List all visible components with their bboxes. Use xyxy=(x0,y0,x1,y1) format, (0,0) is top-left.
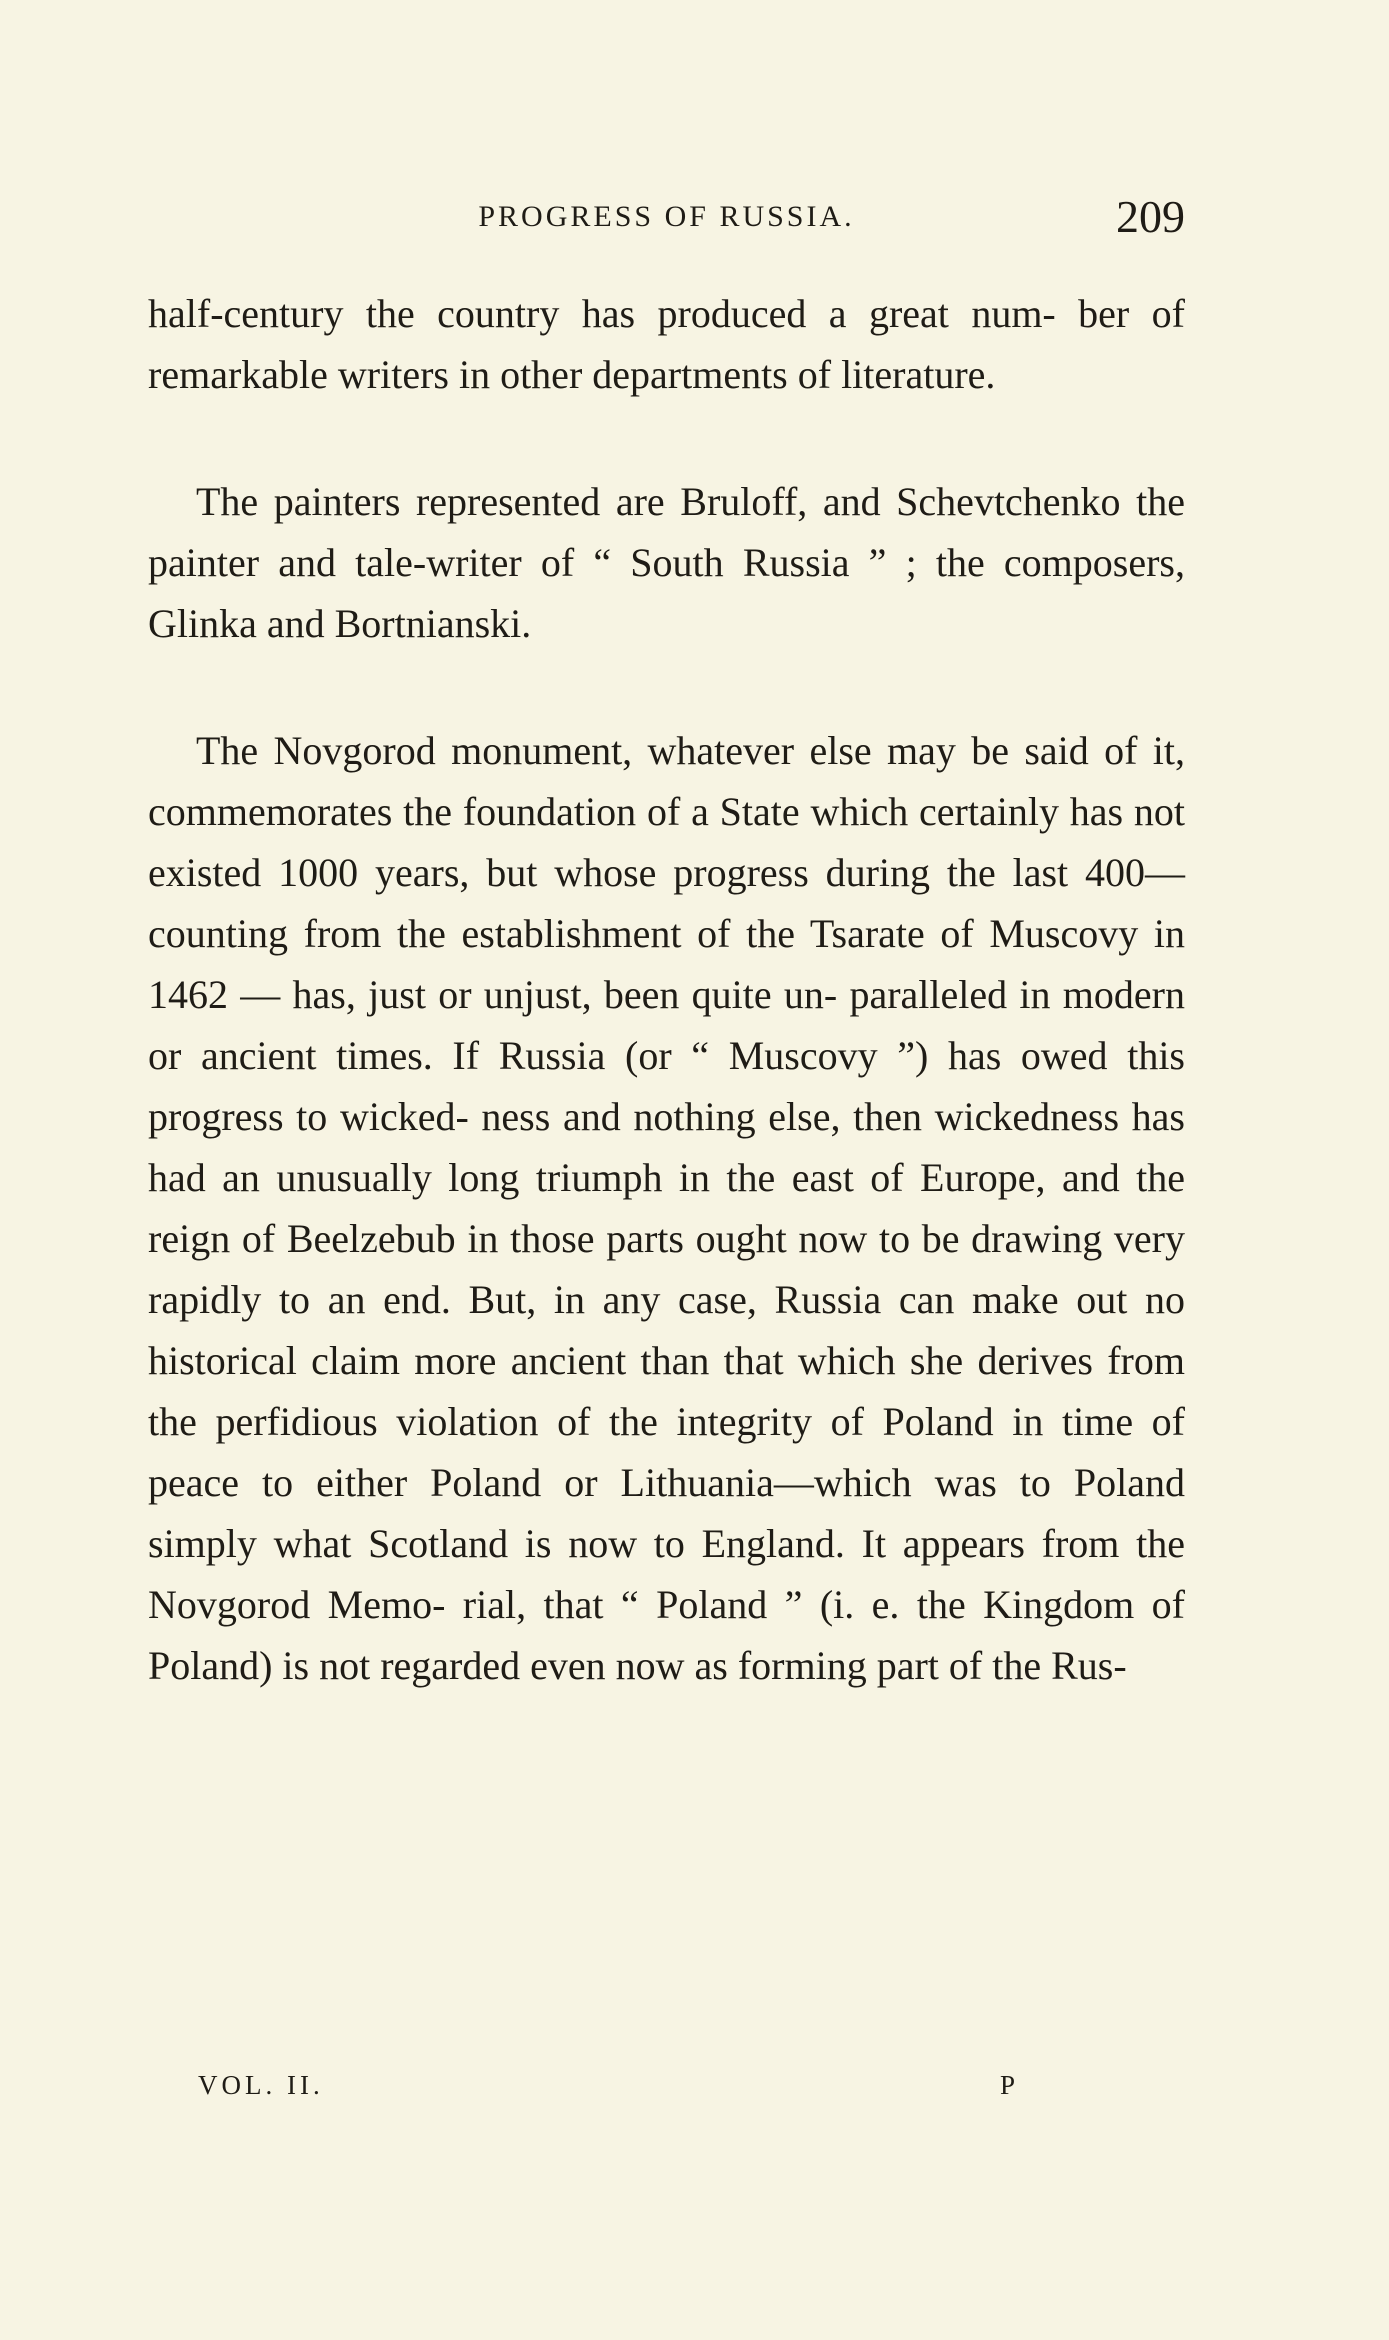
running-title: PROGRESS OF RUSSIA. xyxy=(478,200,855,233)
signature-mark: P xyxy=(1000,2070,1016,2100)
paragraph-novgorod: The Novgorod monument, whatever else may be said of it, commemorates the foundation of a State which certainly has not existed 1000 years, but whose progress during the last 400—counting from the establishment of the Tsarate of Muscovy in 1462 — has, just or unjust, been quite un- paralleled in modern or ancient times. If Russia (or “ Muscovy ”) has owed this progress to wicked- ness and nothing else, then wickedness has had an unusually long triumph in the east of Europe, and the reign of Beelzebub in those parts ought now to be drawing very rapidly to an end. But, in any case, Russia can make out no historical claim more ancient than that which she derives from the perfidious violation of the integrity of Poland in time of peace to either Poland or Lithuania—which was to Poland simply what Scotland is now to England. It appears from the Novgorod Memo- rial, that “ Poland ” (i. e. the Kingdom of Poland) is not regarded even now as forming part of the Rus- xyxy=(148,728,1185,1688)
running-head xyxy=(148,190,1185,250)
paragraph-painters: The painters represented are Bruloff, and Schevtchenko the painter and tale-writer of “ South Russia ” ; the composers, Glinka and Bortnianski. xyxy=(148,479,1185,646)
volume-label: VOL. II. xyxy=(198,2070,324,2100)
paragraph-gap xyxy=(148,654,1185,720)
page-number: 209 xyxy=(1116,191,1185,242)
page-body xyxy=(148,283,1185,1696)
paragraph-continuation: half-century the country has produced a great num- ber of remarkable writers in other departments of literature. xyxy=(148,291,1185,397)
paragraph-gap xyxy=(148,405,1185,471)
page-footer xyxy=(148,2070,1185,2110)
